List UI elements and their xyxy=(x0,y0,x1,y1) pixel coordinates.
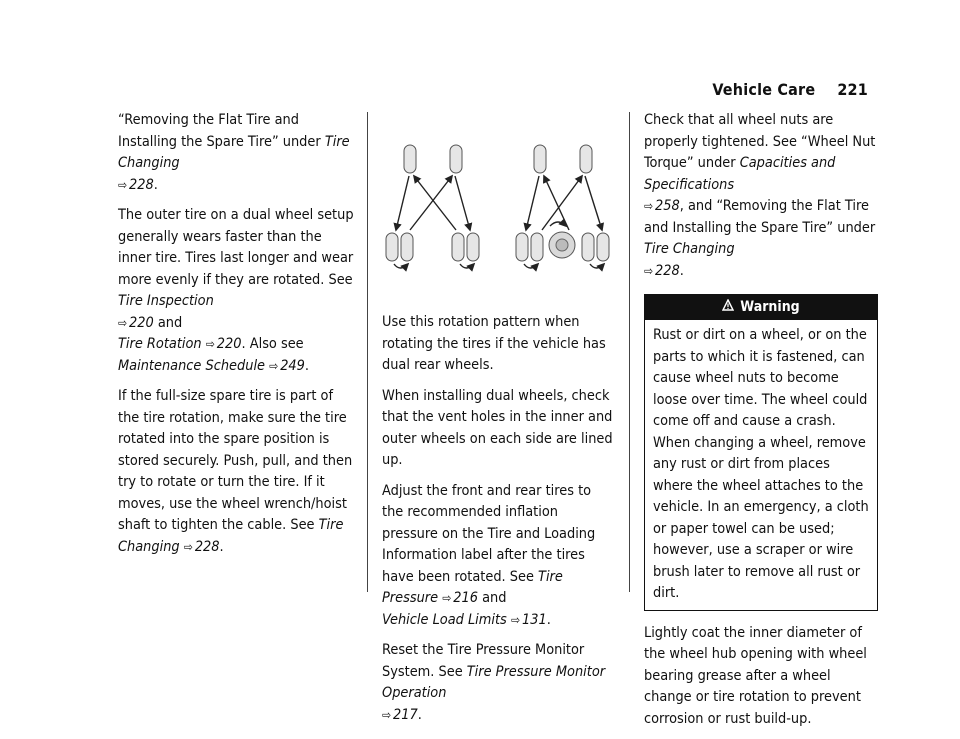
paragraph xyxy=(382,481,616,632)
warning-triangle-icon xyxy=(722,295,734,320)
front-left-tire xyxy=(534,145,546,173)
rear-right-inner-tire xyxy=(452,233,464,261)
cross-reference-link[interactable]: Maintenance Schedule xyxy=(118,357,266,374)
page-reference[interactable]: 131 xyxy=(521,611,547,628)
warning-header xyxy=(645,295,877,320)
cross-reference-link[interactable]: Capacities and Specifications xyxy=(644,155,836,193)
body-text: . xyxy=(219,538,224,555)
page-reference-icon: ⇨ xyxy=(382,707,392,722)
page-reference-icon: ⇨ xyxy=(644,263,654,278)
page-reference-icon: ⇨ xyxy=(205,337,215,351)
warning-box xyxy=(644,294,878,611)
paragraph xyxy=(118,205,356,377)
paragraph: Use this rotation pattern when rotating the tires if the vehicle has dual rear wheels. xyxy=(382,314,606,373)
cross-reference-link[interactable]: Tire Inspection xyxy=(118,293,214,309)
page-reference-icon: ⇨ xyxy=(442,591,452,605)
body-text: Reset the Tire Pressure Monitor System. See xyxy=(382,642,585,680)
cross-reference-link[interactable]: Tire Pressure xyxy=(382,568,563,606)
rotation-arrow xyxy=(526,176,539,230)
body-text: , and “Removing the Flat Tire and Installing the Spare Tire” under xyxy=(644,198,876,236)
rotation-arrow xyxy=(585,176,602,230)
rotation-arrow xyxy=(410,176,452,230)
rotation-arrow xyxy=(550,222,566,226)
rotation-arrow xyxy=(455,176,470,230)
section-title: Vehicle Care xyxy=(712,80,816,99)
rotation-arrow xyxy=(414,176,456,230)
column-divider xyxy=(629,112,630,592)
paragraph xyxy=(382,640,616,726)
paragraph xyxy=(644,110,878,282)
page-reference[interactable]: 217 xyxy=(393,706,418,723)
cross-reference-link[interactable]: Tire Pressure Monitor Operation xyxy=(382,663,606,701)
page-reference[interactable]: 249 xyxy=(280,357,305,374)
body-text: . xyxy=(679,262,684,279)
body-text: . xyxy=(153,176,158,193)
paragraph xyxy=(118,110,356,196)
page-reference-icon: ⇨ xyxy=(269,358,279,373)
paragraph xyxy=(118,386,356,558)
spare-tire xyxy=(549,232,575,258)
rotation-arrow xyxy=(460,264,474,268)
page-reference[interactable]: 216 xyxy=(453,590,478,606)
body-text: “Removing the Flat Tire and Installing the Spare Tire” under xyxy=(118,112,325,150)
rear-right-inner-tire xyxy=(582,233,594,261)
front-left-tire xyxy=(404,145,416,173)
rear-left-inner-tire xyxy=(401,233,413,261)
rear-right-outer-tire xyxy=(597,233,609,261)
page-reference[interactable]: 228 xyxy=(194,538,220,555)
body-text: . xyxy=(417,706,422,723)
cross-reference-link[interactable]: Tire Changing xyxy=(118,517,344,555)
page-reference-icon: ⇨ xyxy=(644,199,654,213)
page-reference-icon: ⇨ xyxy=(510,612,520,627)
paragraph: Lightly coat the inner diameter of the wheel hub opening with wheel bearing grease after a wheel change or tire rotation to prevent corrosion or rust build-up. xyxy=(644,624,867,727)
front-right-tire xyxy=(580,145,592,173)
body-text: . xyxy=(546,611,551,628)
page-number: 221 xyxy=(837,80,868,99)
rear-left-inner-tire xyxy=(531,233,543,261)
warning-text: Rust or dirt on a wheel, or on the parts to which it is fastened, can cause wheel nuts to become loose over time. The wheel could come off and cause a crash. When changing a wheel, remove any rust or dirt from places where the wheel attaches to the vehicle. In an emergency, a cloth or paper towel can be used; however, use a scraper or wire brush later to remove all rust or dirt. xyxy=(653,327,869,601)
rotation-arrow xyxy=(524,264,538,268)
cross-reference-link[interactable]: Tire Changing xyxy=(644,241,735,257)
column-left xyxy=(118,110,356,567)
body-text: Check that all wheel nuts are properly tightened. See “Wheel Nut Torque” under xyxy=(644,112,876,171)
rear-left-outer-tire xyxy=(386,233,398,261)
page-reference[interactable]: 220 xyxy=(216,336,242,352)
dual-wheel-rotation-diagram xyxy=(382,140,616,280)
body-text: If the full-size spare tire is part of the tire rotation, make sure the tire rotated into the spare position is stored securely. Push, pull, and then try to rotate or turn the tire. If it moves, use the wheel wrench/hoist shaft to tighten the cable. See xyxy=(118,388,353,533)
page-reference[interactable]: 228 xyxy=(655,262,680,279)
rear-left-outer-tire xyxy=(516,233,528,261)
page-reference-icon: ⇨ xyxy=(183,539,193,554)
column-middle xyxy=(382,312,616,735)
cross-reference-link[interactable]: Tire Changing xyxy=(118,133,350,171)
body-text: Adjust the front and rear tires to the recommended inflation pressure on the Tire and Loading Information label after the tires have been rotated. See xyxy=(382,482,596,585)
page-reference-icon: ⇨ xyxy=(118,315,128,330)
page-reference[interactable]: 220 xyxy=(129,314,154,331)
rotation-arrow xyxy=(590,264,604,268)
body-text: and xyxy=(477,590,507,606)
body-text: . xyxy=(304,357,310,374)
page-reference-icon: ⇨ xyxy=(118,177,128,192)
front-right-tire xyxy=(450,145,462,173)
paragraph: When installing dual wheels, check that the vent holes in the inner and outer wheels on each side are lined up. xyxy=(382,387,613,468)
cross-reference-link[interactable]: Tire Rotation xyxy=(118,336,202,352)
body-text: and xyxy=(153,314,183,331)
page-reference[interactable]: 258 xyxy=(655,198,680,214)
rotation-arrow xyxy=(396,176,409,230)
rotation-arrow xyxy=(394,264,408,268)
page-header xyxy=(712,80,868,99)
column-right xyxy=(644,110,878,739)
rear-right-outer-tire xyxy=(467,233,479,261)
warning-title: Warning xyxy=(740,299,800,315)
body-text: . Also see xyxy=(241,336,304,352)
page-reference[interactable]: 228 xyxy=(129,176,154,193)
body-text: The outer tire on a dual wheel setup generally wears faster than the inner tire. Tires last longer and wear more evenly if they are rotated. See xyxy=(118,207,354,288)
column-divider xyxy=(367,112,368,592)
cross-reference-link[interactable]: Vehicle Load Limits xyxy=(382,611,507,628)
